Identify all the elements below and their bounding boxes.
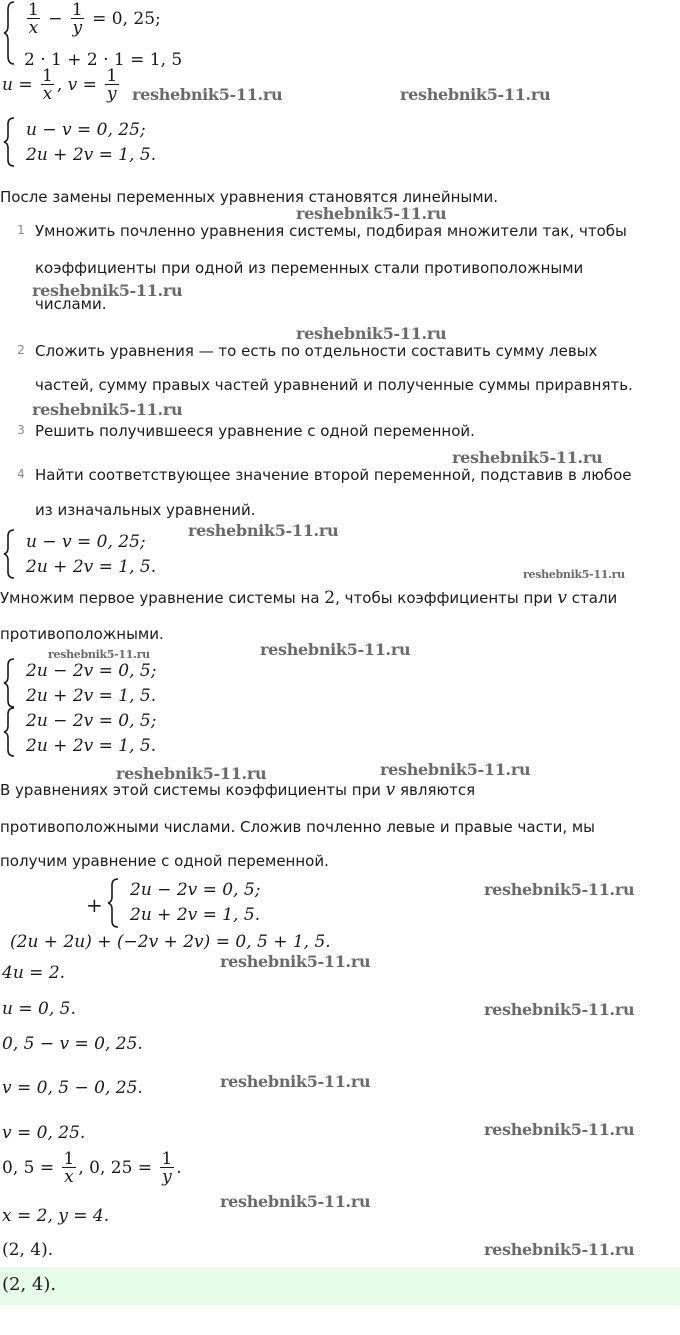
watermark: reshebnik5-11.ru (452, 448, 603, 467)
step-number: 3 (17, 423, 25, 437)
watermark: reshebnik5-11.ru (296, 324, 447, 343)
watermark: reshebnik5-11.ru (484, 1240, 635, 1259)
solution-line-v-expr: v = 0, 5 − 0, 25. (2, 1078, 143, 1098)
watermark: reshebnik5-11.ru (116, 764, 267, 783)
linear-system-eq2: 2u + 2v = 1, 5. (26, 145, 157, 165)
back-substitution-line: 0, 5 = $\frac{1}{x}$ , 0, 25 = $\frac{1}{y}$ . (2, 1149, 182, 1187)
linear-system-eq1: u − v = 0, 25; (26, 120, 146, 140)
addition-system-eq2: 2u + 2v = 1, 5. (130, 905, 261, 925)
opposite-text-line2: противоположными числами. Сложив почленно левые и правые части, мы (0, 818, 596, 836)
step-number: 4 (17, 467, 25, 481)
multiplied-system-eq3: 2u − 2v = 0, 5; (26, 711, 157, 731)
step-2-line2: частей, сумму правых частей уравнений и полученные суммы приравнять. (35, 376, 633, 394)
multiplied-system-eq2: 2u + 2v = 1, 5. (26, 686, 157, 706)
system-again-eq2: 2u + 2v = 1, 5. (26, 557, 157, 577)
multiplied-system-eq1: 2u − 2v = 0, 5; (26, 661, 157, 681)
xy-line: x = 2, y = 4. (2, 1206, 110, 1226)
watermark: reshebnik5-11.ru (32, 400, 183, 419)
text-linear: После замены переменных уравнения становятся линейными. (0, 188, 499, 206)
step-1-line3: числами. (35, 295, 107, 313)
watermark: reshebnik5-11.ru (188, 521, 339, 540)
brace-linear-system (4, 118, 16, 166)
watermark: reshebnik5-11.ru (484, 1120, 635, 1139)
substitution-line: u = $\frac{1}{x}$ , v = $\frac{1}{y}$ (2, 66, 118, 104)
watermark: reshebnik5-11.ru (260, 640, 411, 659)
step-number: 2 (17, 343, 25, 357)
brace-first-system (4, 2, 16, 64)
step-3-line1: Решить получившееся уравнение с одной переменной. (35, 422, 475, 440)
step-4-line2: из изначальных уравнений. (35, 501, 256, 519)
step-1-line2: коэффициенты при одной из переменных стали противоположными (35, 259, 584, 277)
watermark: reshebnik5-11.ru (32, 281, 183, 300)
step-2-line1: Сложить уравнения — то есть по отдельности составить сумму левых (35, 342, 598, 360)
opposite-text-line3: получим уравнение с одной переменной. (0, 852, 329, 870)
watermark: reshebnik5-11.ru (296, 204, 447, 223)
solution-line-sum: (2u + 2u) + (−2v + 2v) = 0, 5 + 1, 5. (10, 932, 331, 952)
answer-text: (2, 4). (2, 1274, 57, 1295)
step-number: 1 (17, 223, 25, 237)
brace-system-again (4, 530, 16, 578)
first-system-eq1: $\frac{1}{x}$ − $\frac{1}{y}$ = 0, 25; (28, 0, 161, 38)
watermark: reshebnik5-11.ru (132, 85, 283, 104)
watermark: reshebnik5-11.ru (484, 1000, 635, 1019)
watermark: reshebnik5-11.ru (220, 1192, 371, 1211)
brace-addition-system (108, 879, 120, 927)
watermark-small: reshebnik5-11.ru (48, 648, 150, 661)
step-4-line1: Найти соответствующее значение второй переменной, подставив в любое (35, 466, 632, 484)
solution-line-u: u = 0, 5. (2, 999, 76, 1019)
multiply-text-line1: Умножим первое уравнение системы на 2, чтобы коэффициенты при v стали (0, 588, 618, 608)
addition-system-eq1: 2u − 2v = 0, 5; (130, 880, 261, 900)
step-1-line1: Умножить почленно уравнения системы, подбирая множители так, чтобы (35, 222, 627, 240)
watermark: reshebnik5-11.ru (380, 760, 531, 779)
watermark: reshebnik5-11.ru (220, 1072, 371, 1091)
brace-multiplied-system-top (4, 659, 16, 707)
multiply-text-line2: противоположными. (0, 625, 164, 643)
system-again-eq1: u − v = 0, 25; (26, 532, 146, 552)
watermark-small: reshebnik5-11.ru (523, 568, 625, 581)
multiplied-system-eq4: 2u + 2v = 1, 5. (26, 736, 157, 756)
brace-multiplied-system-bottom (4, 708, 16, 756)
result-line: (2, 4). (2, 1240, 54, 1260)
solution-line-v: v = 0, 25. (2, 1123, 86, 1143)
solution-line-4u: 4u = 2. (2, 963, 66, 983)
watermark: reshebnik5-11.ru (220, 952, 371, 971)
watermark: reshebnik5-11.ru (400, 85, 551, 104)
solution-line-substitute: 0, 5 − v = 0, 25. (2, 1034, 143, 1054)
plus-sign: + (86, 893, 103, 917)
answer-box (0, 1267, 680, 1305)
opposite-text-line1: В уравнениях этой системы коэффициенты при v являются (0, 780, 476, 800)
watermark: reshebnik5-11.ru (484, 880, 635, 899)
first-system-eq2-cropped: 2 · 1 + 2 · 1 = 1, 5 (24, 50, 183, 70)
